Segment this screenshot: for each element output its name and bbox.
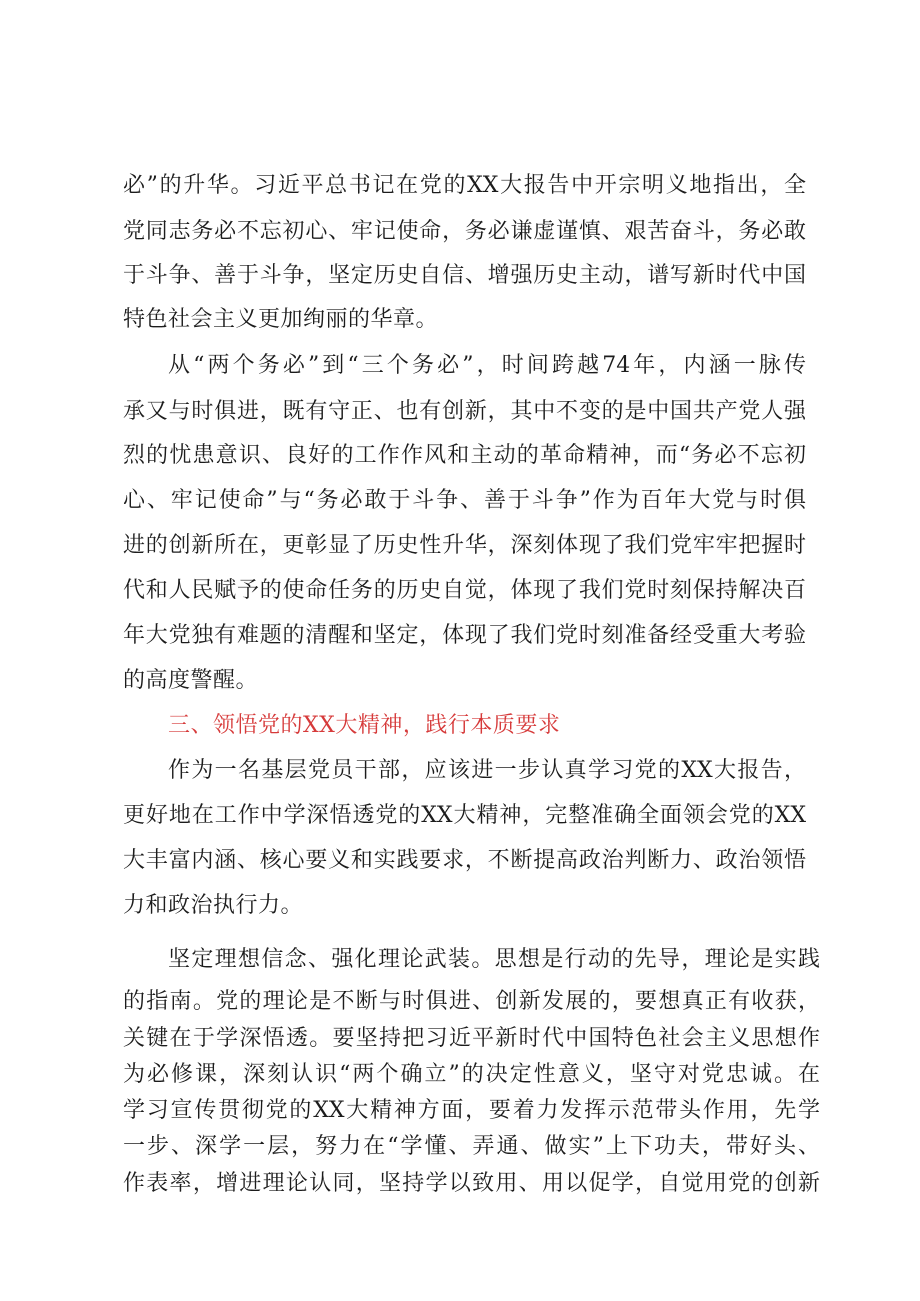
paragraph-line: 大丰富内涵、核心要义和实践要求，不断提高政治判断力、政治领悟 — [123, 848, 806, 873]
paragraph-line: 坚定理想信念、强化理论武装。思想是行动的先导，理论是实践 — [168, 947, 820, 972]
paragraph-line: 进的创新所在，更彰显了历史性升华，深刻体现了我们党牢牢把握时 — [123, 533, 806, 558]
paragraph-line: 为必修课，深刻认识“两个确立”的决定性意义，坚守对党忠诚。在 — [123, 1062, 820, 1087]
paragraph-line: 的高度警醒。 — [123, 668, 259, 693]
paragraph-line: 学习宣传贯彻党的XX大精神方面，要着力发挥示范带头作用，先学 — [123, 1098, 820, 1123]
paragraph-line: 于斗争、善于斗争，坚定历史自信、增强历史主动，谱写新时代中国 — [123, 263, 806, 288]
paragraph-line: 烈的忧患意识、良好的工作作风和主动的革命精神，而“务必不忘初 — [123, 443, 806, 468]
paragraph-line: 一步、深学一层，努力在“学懂、弄通、做实”上下功夫，带好头、 — [123, 1134, 820, 1159]
paragraph-line: 从“两个务必”到“三个务必”，时间跨越74年，内涵一脉传 — [168, 353, 806, 378]
paragraph-line: 心、牢记使命”与“务必敢于斗争、善于斗争”作为百年大党与时俱 — [123, 488, 806, 513]
paragraph-line: 特色社会主义更加绚丽的华章。 — [123, 307, 439, 332]
section-heading: 三、领悟党的XX大精神，践行本质要求 — [168, 713, 561, 738]
paragraph-line: 年大党独有难题的清醒和坚定，体现了我们党时刻准备经受重大考验 — [123, 623, 806, 648]
paragraph-line: 更好地在工作中学深悟透党的XX大精神，完整准确全面领会党的XX — [123, 803, 806, 828]
paragraph-line: 关键在于学深悟透。要坚持把习近平新时代中国特色社会主义思想作 — [123, 1026, 820, 1051]
paragraph-line: 作表率，增进理论认同，坚持学以致用、用以促学，自觉用党的创新 — [123, 1171, 820, 1196]
paragraph-line: 作为一名基层党员干部，应该进一步认真学习党的XX大报告， — [168, 758, 806, 783]
paragraph-line: 代和人民赋予的使命任务的历史自觉，体现了我们党时刻保持解决百 — [123, 578, 806, 603]
paragraph-line: 党同志务必不忘初心、牢记使命，务必谦虚谨慎、艰苦奋斗，务必敢 — [123, 219, 806, 244]
paragraph-line: 力和政治执行力。 — [123, 893, 304, 918]
paragraph-line: 必”的升华。习近平总书记在党的XX大报告中开宗明义地指出，全 — [123, 173, 806, 198]
paragraph-line: 的指南。党的理论是不断与时俱进、创新发展的，要想真正有收获， — [123, 989, 820, 1014]
paragraph-line: 承又与时俱进，既有守正、也有创新，其中不变的是中国共产党人强 — [123, 399, 806, 424]
